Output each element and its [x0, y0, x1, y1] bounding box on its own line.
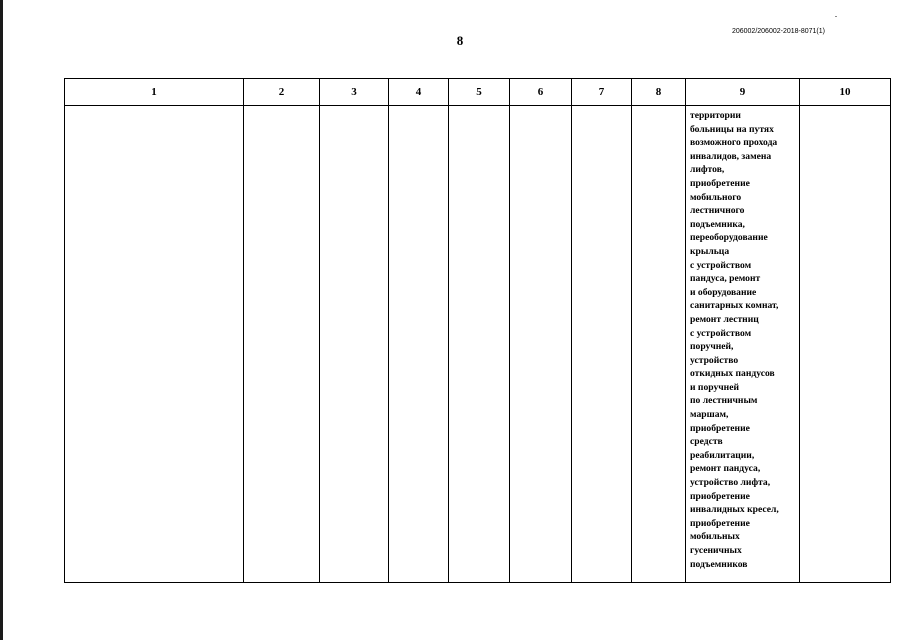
text-line: с устройством [690, 259, 752, 271]
text-line: реабилитации, [690, 449, 755, 461]
column-header-4: 4 [389, 79, 449, 106]
text-line: территории [690, 110, 741, 121]
column-header-5: 5 [449, 79, 510, 106]
text-line: лифтов, [690, 164, 725, 176]
column-header-9: 9 [686, 79, 800, 106]
text-line: крыльца [690, 245, 730, 257]
column-header-10: 10 [800, 79, 891, 106]
column-header-6: 6 [510, 79, 572, 106]
text-line: приобретение [690, 177, 750, 189]
text-line: средств [690, 436, 723, 448]
text-line: подъемника, [690, 218, 745, 230]
text-line: по лестничным [690, 395, 758, 407]
text-line: инвалидных кресел, [690, 504, 779, 516]
text-line: лестничного [690, 205, 745, 217]
text-line: мобильного [690, 191, 742, 203]
cell-col-8 [632, 106, 686, 583]
column-header-3: 3 [320, 79, 389, 106]
text-line: приобретение [690, 422, 750, 434]
text-line: пандуса, ремонт [690, 273, 761, 285]
text-line: санитарных комнат, [690, 300, 779, 312]
text-line: переоборудование [690, 232, 768, 244]
page-number: 8 [456, 33, 464, 48]
table-row [65, 106, 891, 583]
text-line: ремонт лестниц [690, 313, 759, 325]
column-header-8: 8 [632, 79, 686, 106]
main-table [64, 78, 891, 583]
cell-col-4 [389, 106, 449, 583]
cell-col-6 [510, 106, 572, 583]
measures-description [686, 106, 799, 571]
text-line: ремонт пандуса, [690, 463, 761, 475]
scan-border [0, 0, 3, 640]
cell-col-1 [65, 106, 244, 583]
header-row [65, 79, 891, 106]
text-line: и поручней [690, 381, 739, 393]
text-line: с устройством [690, 327, 752, 339]
text-line: поручней, [690, 341, 734, 353]
text-line: устройство лифта, [690, 477, 771, 489]
column-header-1: 1 [65, 79, 244, 106]
text-line: мобильных [690, 531, 740, 543]
text-line: больницы на путях [690, 123, 774, 135]
cell-col-5 [449, 106, 510, 583]
text-line: подъемников [690, 558, 748, 570]
column-header-7: 7 [572, 79, 632, 106]
text-line: приобретение [690, 490, 750, 502]
document-id: 206002/206002-2018-8071(1) [731, 28, 825, 35]
scan-speck [835, 16, 837, 17]
cell-col-3 [320, 106, 389, 583]
cell-col-10 [800, 106, 891, 583]
column-header-2: 2 [244, 79, 320, 106]
text-line: и оборудование [690, 286, 757, 298]
text-line: устройство [690, 354, 739, 366]
text-line: инвалидов, замена [690, 150, 772, 162]
text-line: маршам, [690, 409, 729, 421]
text-line: откидных пандусов [690, 368, 775, 380]
cell-col-7 [572, 106, 632, 583]
text-line: приобретение [690, 517, 750, 529]
text-line: возможного прохода [690, 137, 778, 149]
cell-col-9 [686, 106, 800, 583]
cell-col-2 [244, 106, 320, 583]
text-line: гусеничных [690, 545, 742, 556]
